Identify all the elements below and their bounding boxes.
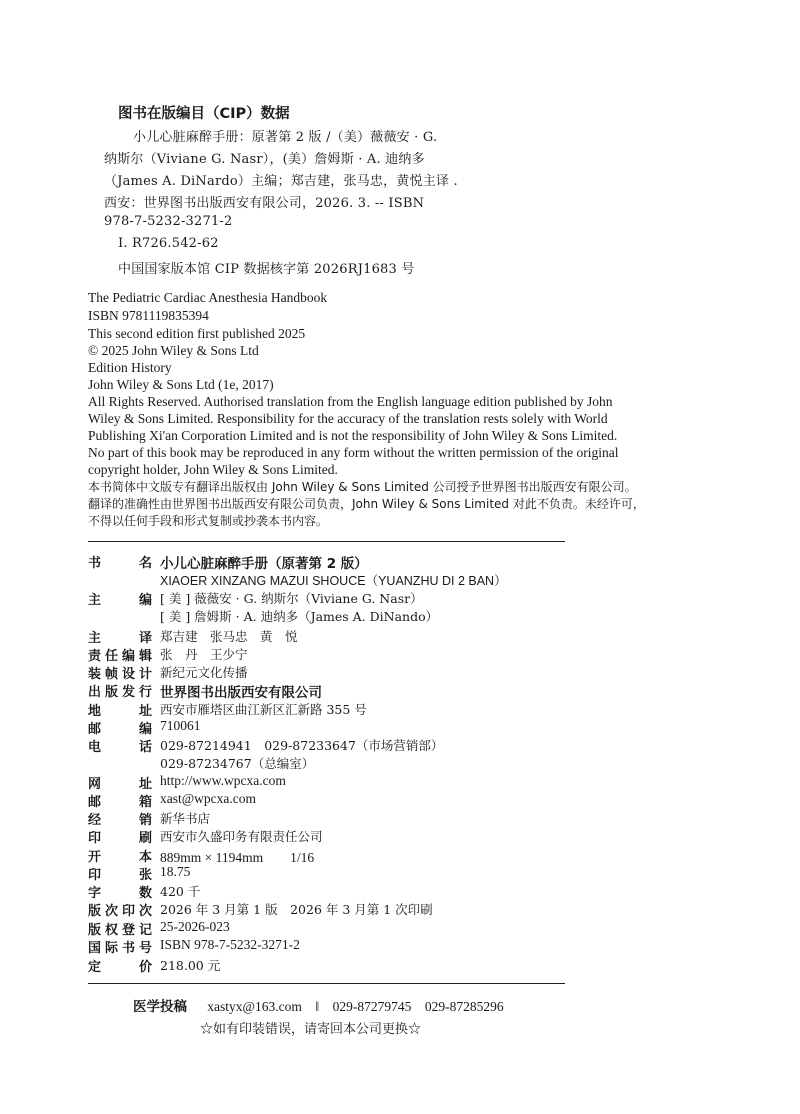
detail-label: 电 话 <box>88 740 152 755</box>
cip-line: 西安：世界图书出版西安有限公司，2026. 3. -- ISBN <box>104 196 425 211</box>
english-line: No part of this book may be reproduced in any form without the written permission of the original <box>88 445 619 460</box>
submission-contact: xastyx@163.com ‖ 029-87279745 029-87285296 <box>207 999 504 1014</box>
cip-line: 纳斯尔（Viviane G. Nasr），(美）詹姆斯 · A. 迪纳多 <box>104 152 425 167</box>
english-line: Edition History <box>88 360 172 375</box>
chinese-notice-line: 本书简体中文版专有翻译出版权由 John Wiley & Sons Limited 公司授予世界图书出版西安有限公司。 <box>88 480 637 494</box>
english-line: All Rights Reserved. Authorised translation from the English language edition published by John <box>88 394 613 409</box>
cip-line: 978-7-5232-3271-2 <box>104 214 233 229</box>
divider <box>88 541 565 542</box>
detail-label: 出 版 发 行 <box>88 685 152 700</box>
price-value: 218.00 元 <box>160 958 221 973</box>
detail-value: 西安市久盛印务有限责任公司 <box>160 829 323 844</box>
detail-label: 字 数 <box>88 886 152 901</box>
detail-label: 责 任 编 辑 <box>88 649 152 664</box>
cip-title: 图书在版编目（CIP）数据 <box>118 106 290 122</box>
detail-label: 邮 箱 <box>88 795 152 810</box>
submission-line <box>133 995 504 1015</box>
english-line: Publishing Xi'an Corporation Limited and is not the responsibility of John Wiley & Sons Limited. <box>88 428 618 443</box>
detail-label: 经 销 <box>88 813 152 828</box>
cip-line: （James A. DiNardo）主编；郑吉建，张马忠，黄悦主译 . <box>104 174 458 189</box>
detail-value: 西安市雁塔区曲江新区汇新路 355 号 <box>160 702 367 717</box>
detail-value: 郑吉建 张马忠 黄 悦 <box>160 629 298 644</box>
detail-value: 18.75 <box>160 864 191 879</box>
english-line: The Pediatric Cardiac Anesthesia Handbook <box>88 290 328 305</box>
detail-label: 印 刷 <box>88 831 152 846</box>
english-line: ISBN 9781119835394 <box>88 308 209 323</box>
detail-value: 2026 年 3 月第 1 版 2026 年 3 月第 1 次印刷 <box>160 902 433 917</box>
isbn-value: ISBN 978-7-5232-3271-2 <box>160 937 300 952</box>
detail-label: 主 译 <box>88 631 152 646</box>
detail-label: 定 价 <box>88 960 152 975</box>
detail-value: [ 美 ] 薇薇安 · G. 纳斯尔（Viviane G. Nasr） <box>160 591 423 606</box>
cip-line: 小儿心脏麻醉手册：原著第 2 版 /（美）薇薇安 · G. <box>133 130 438 145</box>
email-address: xast@wpcxa.com <box>160 791 257 806</box>
detail-value: 张 丹 王少宁 <box>160 647 248 662</box>
detail-label: 版 权 登 记 <box>88 923 152 938</box>
english-line: © 2025 John Wiley & Sons Ltd <box>88 343 259 358</box>
detail-label: 开 本 <box>88 850 152 865</box>
detail-value: [ 美 ] 詹姆斯 · A. 迪纳多（James A. DiNando） <box>160 609 439 624</box>
website-link: http://www.wpcxa.com <box>160 773 286 788</box>
detail-label: 邮 编 <box>88 722 152 737</box>
detail-value: 25-2026-023 <box>160 919 230 934</box>
detail-value: 420 千 <box>160 884 201 899</box>
english-line: This second edition first published 2025 <box>88 326 306 341</box>
detail-label: 国 际 书 号 <box>88 941 152 956</box>
chinese-notice-line: 翻译的准确性由世界图书出版西安有限公司负责，John Wiley & Sons Limited 对此不负责。未经许可， <box>88 497 645 511</box>
book-title-pinyin: XIAOER XINZANG MAZUI SHOUCE（YUANZHU DI 2 BAN） <box>160 574 507 588</box>
detail-value: 889mm × 1194mm 1/16 <box>160 850 315 865</box>
detail-label: 书 名 <box>88 556 152 571</box>
english-line: copyright holder, John Wiley & Sons Limited. <box>88 462 338 477</box>
divider <box>88 983 565 984</box>
detail-value: 710061 <box>160 718 201 733</box>
book-title: 小儿心脏麻醉手册（原著第 2 版） <box>160 556 368 572</box>
submission-label: 医学投稿 <box>133 999 187 1015</box>
detail-value: 029-87214941 029-87233647（市场营销部） <box>160 738 444 753</box>
detail-label: 印 张 <box>88 868 152 883</box>
cip-line: 中国国家版本馆 CIP 数据核字第 2026RJ1683 号 <box>118 262 415 277</box>
detail-label: 版 次 印 次 <box>88 904 152 919</box>
replacement-notice: ☆如有印装错误，请寄回本公司更换☆ <box>200 1022 422 1037</box>
detail-value: 029-87234767（总编室） <box>160 756 315 771</box>
detail-value: 世界图书出版西安有限公司 <box>160 685 322 701</box>
english-line: John Wiley & Sons Ltd (1e, 2017) <box>88 377 274 392</box>
detail-label: 地 址 <box>88 704 152 719</box>
chinese-notice-line: 不得以任何手段和形式复制或抄袭本书内容。 <box>88 514 329 528</box>
detail-value: 新纪元文化传播 <box>160 665 248 680</box>
detail-label: 网 址 <box>88 777 152 792</box>
english-line: Wiley & Sons Limited. Responsibility for the accuracy of the translation rests solely with World <box>88 411 608 426</box>
detail-label: 装 帧 设 计 <box>88 667 152 682</box>
cip-line: Ⅰ. R726.542-62 <box>118 236 219 251</box>
detail-value: 新华书店 <box>160 811 211 826</box>
detail-label: 主 编 <box>88 593 152 608</box>
